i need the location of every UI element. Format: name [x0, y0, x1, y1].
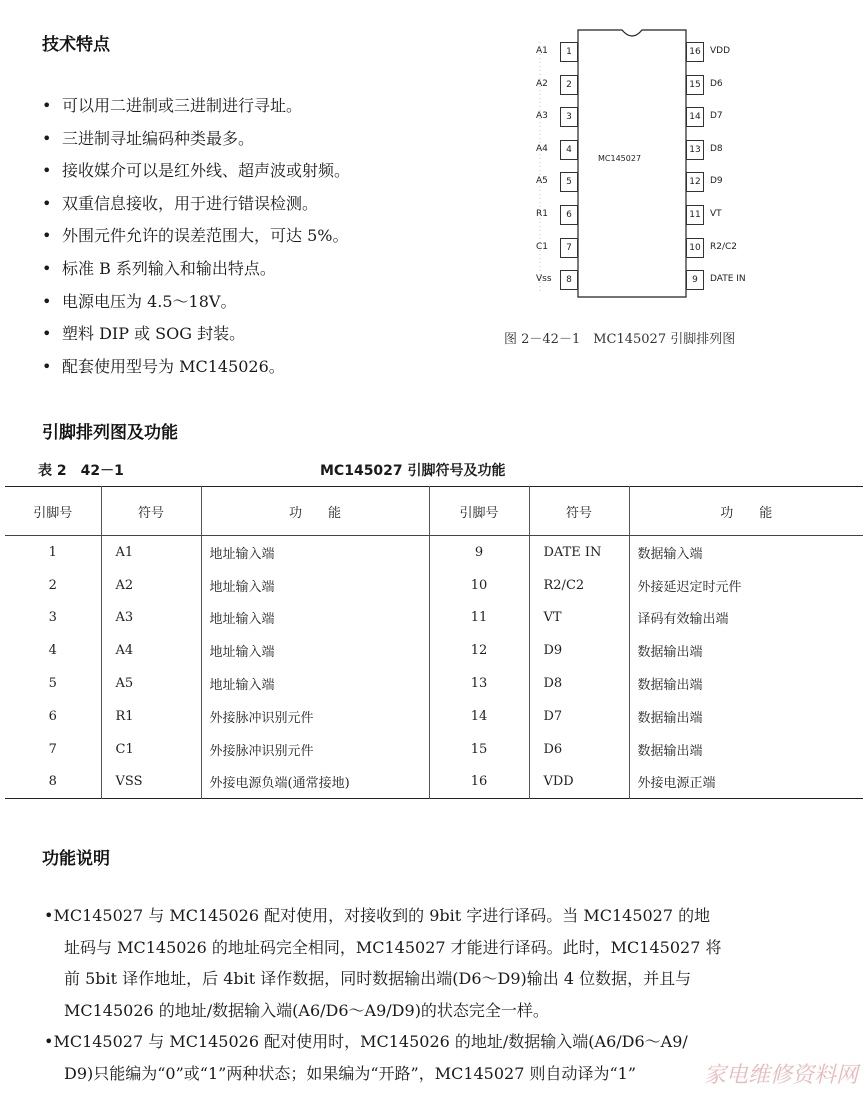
table-row: [5, 602, 863, 635]
feature-text: 配套使用型号为 MC145026。: [62, 356, 285, 376]
cell-symbol: R1: [101, 700, 201, 733]
cell-function: 数据输出端: [637, 645, 703, 661]
cell-symbol: D8: [529, 667, 629, 700]
pin-name: A2: [536, 78, 548, 89]
cell-pin-no: 7: [5, 733, 101, 766]
table-row: [5, 634, 863, 667]
bullet-icon: •: [42, 96, 52, 115]
cell-function: 外接延迟定时元件: [637, 579, 742, 595]
pin-number: 6: [560, 205, 578, 225]
cell-symbol: D6: [529, 733, 629, 766]
cell-pin-no: 5: [5, 667, 101, 700]
section-title-features: 技术特点: [42, 35, 110, 55]
table-row: [5, 733, 863, 766]
pin-number: 8: [560, 270, 578, 290]
cell-pin-no: 1: [5, 536, 101, 569]
table-row: [5, 667, 863, 700]
section-title-description: 功能说明: [42, 849, 110, 869]
cell-pin-no: 11: [429, 602, 529, 635]
pin-function-table: [5, 486, 863, 799]
cell-function: 地址输入端: [201, 667, 429, 700]
feature-text: 塑料 DIP 或 SOG 封装。: [62, 324, 246, 344]
pin-number: 13: [686, 140, 704, 160]
feature-item: [42, 123, 462, 156]
pin-number: 10: [686, 238, 704, 258]
bullet-icon: •: [42, 193, 52, 213]
cell-symbol: C1: [101, 733, 201, 766]
watermark: 家电维修资料网: [703, 1063, 858, 1088]
cell-symbol: A1: [101, 536, 201, 569]
feature-item: [42, 188, 462, 221]
feature-text: 三进制寻址编码种类最多。: [62, 128, 255, 148]
cell-symbol: D7: [529, 700, 629, 733]
cell-function: 地址输入端: [201, 536, 429, 569]
pin-number: 2: [560, 75, 578, 95]
cell-pin-no: 8: [5, 766, 101, 799]
bullet-icon: •: [42, 128, 52, 148]
cell-symbol: A3: [101, 602, 201, 635]
cell-pin-no: 9: [429, 536, 529, 569]
feature-item: [42, 253, 462, 286]
cell-pin-no: 12: [429, 634, 529, 667]
cell-symbol: VT: [529, 602, 629, 635]
pin-name: DATE IN: [710, 274, 746, 285]
pin-number: 4: [560, 140, 578, 160]
table-row: [5, 766, 863, 799]
cell-pin-no: 4: [5, 634, 101, 667]
feature-text: 接收媒介可以是红外线、超声波或射频。: [62, 161, 351, 181]
cell-function: 外接脉冲识别元件: [201, 733, 429, 766]
description-line: •MC145027 与 MC145026 配对使用，对接收到的 9bit 字进行译码。当 MC145027 的地: [44, 906, 711, 925]
pin-name: VDD: [710, 46, 731, 56]
pin-number: 12: [686, 172, 704, 192]
feature-text: 可以用二进制或三进制进行寻址。: [62, 96, 303, 115]
cell-pin-no: 2: [5, 569, 101, 602]
pin-number: 14: [686, 107, 704, 127]
table-label: 表 2 42－1: [38, 463, 124, 479]
cell-pin-no: 13: [429, 667, 529, 700]
cell-pin-no: 16: [429, 766, 529, 799]
pin-name: A3: [536, 111, 548, 122]
pin-number: 11: [686, 205, 704, 225]
description-line: 前 5bit 译作地址，后 4bit 译作数据，同时数据输出端(D6～D9)输出 4 位数据，并且与: [64, 969, 692, 988]
table-header-row: [5, 487, 863, 536]
table-row: [5, 700, 863, 733]
cell-pin-no: 6: [5, 700, 101, 733]
chip-outline: [520, 22, 860, 312]
cell-symbol: D9: [529, 634, 629, 667]
pin-number: 7: [560, 238, 578, 258]
bullet-icon: •: [42, 226, 52, 246]
pin-name: Vss: [536, 274, 552, 285]
bullet-icon: •: [42, 324, 52, 344]
description-line: MC145026 的地址/数据输入端(A6/D6～A9/D9)的状态完全一样。: [64, 1000, 549, 1020]
pin-number: 3: [560, 107, 578, 127]
pin-diagram: [504, 22, 860, 352]
header-symbol: 符号: [101, 487, 201, 536]
cell-function: 译码有效输出端: [637, 612, 729, 628]
chip-label: MC145027: [598, 154, 642, 163]
cell-pin-no: 14: [429, 700, 529, 733]
pin-name: D9: [710, 176, 723, 187]
pin-name: C1: [536, 241, 549, 252]
cell-pin-no: 3: [5, 602, 101, 635]
feature-item: [42, 318, 462, 351]
feature-item: [42, 90, 462, 123]
cell-function: 数据输出端: [637, 710, 703, 726]
section-title-pins: 引脚排列图及功能: [42, 423, 178, 443]
pin-number: 9: [686, 270, 704, 290]
pin-name: D6: [710, 78, 723, 89]
cell-symbol: VSS: [101, 766, 201, 799]
pin-name: D7: [710, 111, 723, 122]
pin-number: 5: [560, 172, 578, 192]
cell-symbol: R2/C2: [529, 569, 629, 602]
cell-function: 地址输入端: [201, 602, 429, 635]
pin-name: A4: [536, 143, 548, 154]
cell-function: 地址输入端: [201, 569, 429, 602]
feature-item: [42, 220, 462, 253]
cell-function: 数据输入端: [637, 546, 703, 562]
header-function: 功 能: [629, 487, 863, 536]
table-row: [5, 536, 863, 569]
feature-item: [42, 351, 462, 384]
cell-symbol: A5: [101, 667, 201, 700]
table-row: [5, 569, 863, 602]
header-symbol: 符号: [529, 487, 629, 536]
pin-number: 16: [686, 42, 704, 62]
cell-pin-no: 10: [429, 569, 529, 602]
description-line: •MC145027 与 MC145026 配对使用时，MC145026 的地址/数据输入端(A6/D6～A9/: [44, 1032, 688, 1051]
cell-symbol: VDD: [529, 766, 629, 799]
cell-function: 地址输入端: [201, 634, 429, 667]
pin-name: A5: [536, 176, 548, 187]
diagram-caption: 图 2－42－1 MC145027 引脚排列图: [504, 332, 736, 347]
bullet-icon: •: [42, 356, 52, 376]
pin-name: R1: [536, 209, 548, 219]
feature-item: [42, 286, 462, 319]
header-pin-no: 引脚号: [5, 487, 101, 536]
pin-name: R2/C2: [710, 241, 738, 252]
description-line: D9)只能编为“0”或“1”两种状态；如果编为“开路”，MC145027 则自动译为“1”: [64, 1063, 637, 1083]
description-line: 址码与 MC145026 的地址码完全相同，MC145027 才能进行译码。此时，MC145027 将: [64, 937, 722, 957]
cell-function: 外接脉冲识别元件: [201, 700, 429, 733]
pin-number: 1: [560, 42, 578, 62]
cell-pin-no: 15: [429, 733, 529, 766]
pin-name: D8: [710, 143, 723, 154]
cell-function: 数据输出端: [637, 678, 703, 694]
pin-name: A1: [536, 46, 548, 56]
bullet-icon: •: [42, 258, 52, 278]
header-function: 功 能: [201, 487, 429, 536]
cell-function: 外接电源负端(通常接地): [201, 766, 429, 799]
pin-number: 15: [686, 75, 704, 95]
feature-text: 标准 B 系列输入和输出特点。: [62, 258, 276, 278]
pin-name: VT: [710, 209, 722, 219]
table-title: MC145027 引脚符号及功能: [320, 463, 506, 479]
feature-list: [42, 90, 462, 383]
bullet-icon: •: [42, 291, 52, 311]
bullet-icon: •: [42, 161, 52, 181]
cell-function: 数据输出端: [637, 743, 703, 759]
feature-text: 外围元件允许的误差范围大，可达 5%。: [62, 226, 349, 246]
header-pin-no: 引脚号: [429, 487, 529, 536]
cell-function: 外接电源正端: [637, 776, 716, 792]
cell-symbol: A4: [101, 634, 201, 667]
feature-text: 电源电压为 4.5～18V。: [62, 291, 237, 311]
feature-text: 双重信息接收，用于进行错误检测。: [62, 193, 319, 213]
feature-item: [42, 155, 462, 188]
cell-symbol: A2: [101, 569, 201, 602]
cell-symbol: DATE IN: [529, 536, 629, 569]
